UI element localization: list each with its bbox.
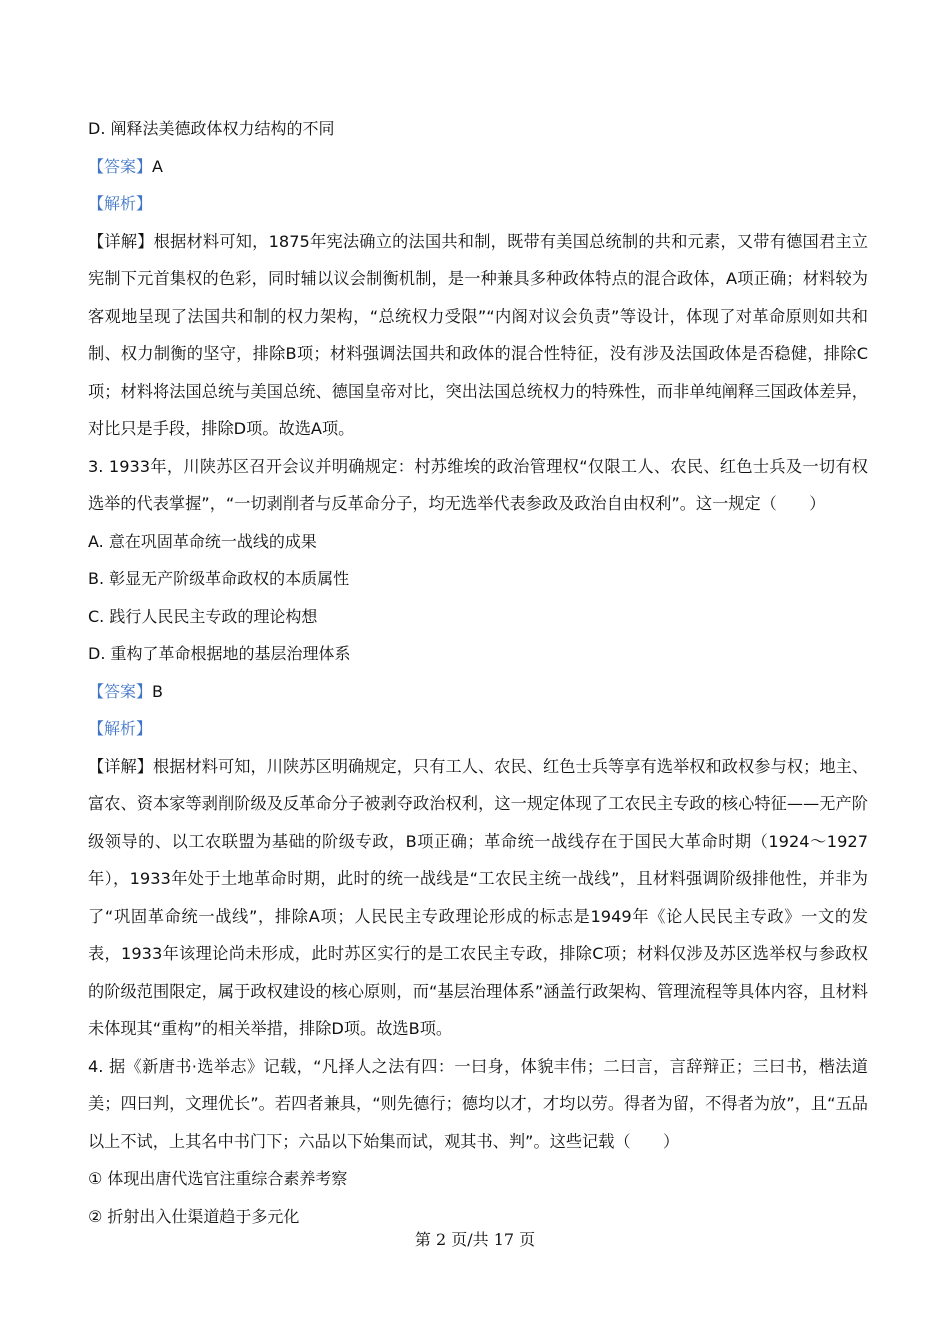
q3-option-c: C. 践行人民民主专政的理论构想 bbox=[88, 606, 318, 626]
page-content bbox=[88, 110, 868, 1235]
q2-analysis-heading bbox=[88, 185, 868, 223]
analysis-tag: 【解析】 bbox=[88, 194, 153, 213]
answer-tag: 【答案】 bbox=[88, 156, 153, 176]
q3-option-a: A. 意在巩固革命统一战线的成果 bbox=[88, 531, 317, 551]
page-footer: 第 2 页/共 17 页 bbox=[414, 1230, 536, 1249]
q2-detail-paragraph bbox=[88, 223, 868, 448]
q4-item-1: ① 体现出唐代选官注重综合素养考察 bbox=[88, 1169, 348, 1188]
q2-answer bbox=[88, 148, 868, 186]
q3-detail-paragraph bbox=[88, 748, 868, 1048]
answer-value: B bbox=[152, 681, 163, 701]
q4-stem: 4. 据《新唐书·选举志》记载，“凡择人之法有四：一曰身，体貌丰伟；二曰言，言辞辩正；三曰书，楷法道美；四曰判，文理优长”。若四者兼具，“则先德行；德均以才，才均以劳。得者为留，不得者为放”，且“五品以上不试，上其名中书门下；六品以下始集而试，观其书、判”。这些记载（ ） bbox=[88, 1056, 868, 1151]
detail-text: 根据材料可知，1875年宪法确立的法国共和制，既带有美国总统制的共和元素，又带有德国君主立宪制下元首集权的色彩，同时辅以议会制衡机制，是一种兼具多种政体特点的混合政体，A项正确；材料较为客观地呈现了法国共和制的权力架构，“总统权力受限”“内阁对议会负责”等设计，体现了对革命原则如共和制、权力制衡的坚守，排除B项；材料强调法国共和政体的混合性特征，没有涉及法国政体是否稳健，排除C项；材料将法国总统与美国总统、德国皇帝对比，突出法国总统权力的特殊性，而非单纯阐释三国政体差异，对比只是手段，排除D项。故选A项。 bbox=[88, 231, 868, 438]
q3-answer bbox=[88, 673, 868, 711]
detail-tag: 【详解】 bbox=[88, 756, 154, 776]
q2-option-d: D. 阐释法美德政体权力结构的不同 bbox=[88, 119, 335, 138]
q3-stem: 3. 1933年，川陕苏区召开会议并明确规定：村苏维埃的政治管理权“仅限工人、农民、红色士兵及一切有权选举的代表掌握”，“一切剥削者与反革命分子，均无选举代表参政及政治自由权利”。这一规定（ ） bbox=[88, 456, 868, 513]
detail-text: 根据材料可知，川陕苏区明确规定，只有工人、农民、红色士兵等享有选举权和政权参与权；地主、富农、资本家等剥削阶级及反革命分子被剥夺政治权利，这一规定体现了工农民主专政的核心特征——无产阶级领导的、以工农联盟为基础的阶级专政，B项正确；革命统一战线存在于国民大革命时期（1924～1927年），1933年处于土地革命时期，此时的统一战线是“工农民主统一战线”，且材料强调阶级排他性，并非为了“巩固革命统一战线”，排除A项；人民民主专政理论形成的标志是1949年《论人民民主专政》一文的发表，1933年该理论尚未形成，此时苏区实行的是工农民主专政，排除C项；材料仅涉及苏区选举权与参政权的阶级范围限定，属于政权建设的核心原则，而“基层治理体系”涵盖行政架构、管理流程等具体内容，且材料未体现其“重构”的相关举措，排除D项。故选B项。 bbox=[88, 756, 869, 1038]
detail-tag: 【详解】 bbox=[88, 231, 154, 251]
q4-item-2: ② 折射出入仕渠道趋于多元化 bbox=[88, 1206, 300, 1226]
answer-value: A bbox=[152, 156, 163, 176]
q3-analysis-heading bbox=[88, 710, 868, 748]
q3-option-b: B. 彰显无产阶级革命政权的本质属性 bbox=[88, 569, 350, 588]
analysis-tag: 【解析】 bbox=[88, 719, 153, 738]
q3-option-d: D. 重构了革命根据地的基层治理体系 bbox=[88, 644, 351, 663]
answer-tag: 【答案】 bbox=[88, 681, 153, 701]
